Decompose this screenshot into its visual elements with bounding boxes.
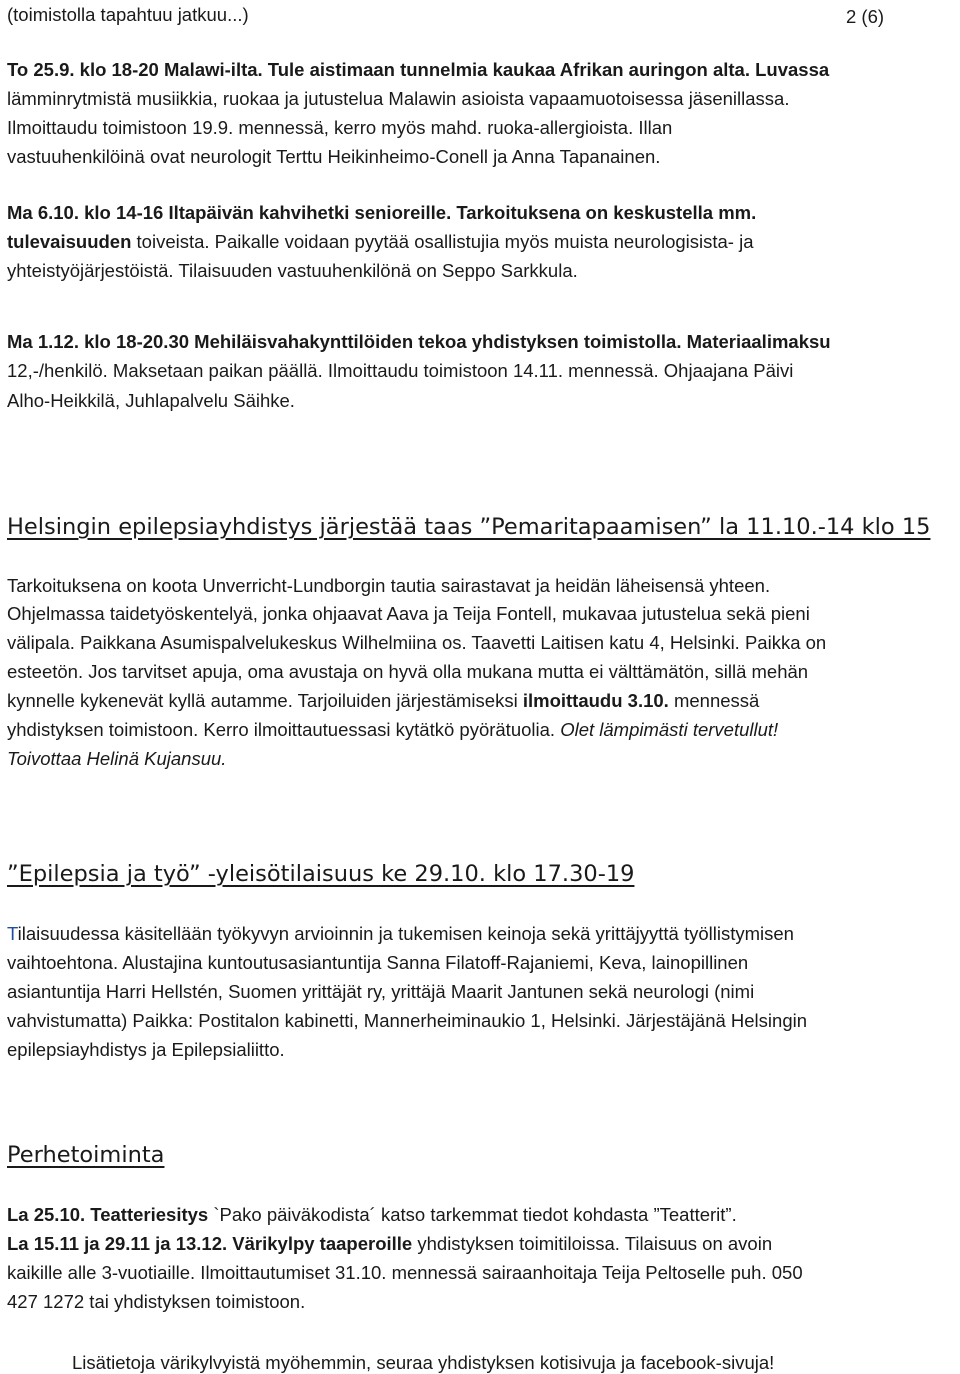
perhe-line-1-bold: La 25.10. Teatteriesitys xyxy=(7,1204,209,1225)
perhe-line-2-bold: La 15.11 ja 29.11 ja 13.12. Värikylpy taaperoille xyxy=(7,1233,413,1254)
perhe-line-1 xyxy=(7,1206,737,1225)
kahvi-bold-word: tulevaisuuden xyxy=(7,231,132,252)
kahvi-line-2 xyxy=(7,233,754,252)
perhe-line-4: 427 1272 tai yhdistyksen toimistoon. xyxy=(7,1291,306,1312)
pemari-heading: Helsingin epilepsiayhdistys järjestää taas ”Pemaritapaamisen” la 11.10.-14 klo 15 xyxy=(7,514,931,540)
tyo-first-letter: T xyxy=(7,923,18,944)
malawi-line-2: lämminrytmistä musiikkia, ruokaa ja jutustelua Malawin asioista vapaamuotoisessa jäsenillassa. xyxy=(7,88,790,109)
pemari-line-5-a: kynnelle kykenevät kyllä autamme. Tarjoiluiden järjestämiseksi xyxy=(7,690,523,711)
pemari-line-4: esteetön. Jos tarvitset apuja, oma avustaja on hyvä olla mukana mutta ei välttämätön, sillä mehän xyxy=(7,661,809,682)
page-number: 2 (6) xyxy=(846,6,885,27)
kahvi-line-1: Ma 6.10. klo 14-16 Iltapäivän kahvihetki senioreille. Tarkoituksena on keskustella mm. xyxy=(7,202,757,223)
tyo-line-1 xyxy=(7,925,794,944)
malawi-line-4: vastuuhenkilöinä ovat neurologit Terttu Heikinheimo-Conell ja Anna Tapanainen. xyxy=(7,146,661,167)
footer-note: Lisätietoja värikylvyistä myöhemmin, seuraa yhdistyksen kotisivuja ja facebook-sivuja! xyxy=(72,1352,775,1373)
pemari-line-2: Ohjelmassa taidetyöskentelyä, jonka ohjaavat Aava ja Teija Fontell, mukavaa jutustelua sekä pieni xyxy=(7,603,810,624)
pemari-line-5 xyxy=(7,692,759,711)
kahvi-line-2-text: toiveista. Paikalle voidaan pyytää osallistujia myös muista neurologisista- ja xyxy=(131,231,754,252)
pemari-line-3: välipala. Paikkana Asumispalvelukeskus Wilhelmiina os. Taavetti Laitisen katu 4, Helsinki. Paikka on xyxy=(7,632,827,653)
tyo-line-3: asiantuntija Harri Hellstén, Suomen yrittäjät ry, yrittäjä Maarit Jantunen sekä neurologi (nimi xyxy=(7,981,755,1002)
tyo-heading: ”Epilepsia ja työ” -yleisötilaisuus ke 29.10. klo 17.30-19 xyxy=(7,861,635,887)
malawi-line-1: To 25.9. klo 18-20 Malawi-ilta. Tule aistimaan tunnelmia kaukaa Afrikan auringon alta. Luvassa xyxy=(7,59,830,80)
tyo-line-5: epilepsiayhdistys ja Epilepsialiitto. xyxy=(7,1039,285,1060)
kahvi-line-3: yhteistyöjärjestöistä. Tilaisuuden vastuuhenkilönä on Seppo Sarkkula. xyxy=(7,260,578,281)
tyo-line-1-text: ilaisuudessa käsitellään työkyvyn arvioinnin ja tukemisen keinoja sekä yrittäjyyttä työllistymisen xyxy=(17,923,794,944)
pemari-line-7: Toivottaa Helinä Kujansuu. xyxy=(7,748,227,769)
perhe-line-3: kaikille alle 3-vuotiaille. Ilmoittautumiset 31.10. mennessä sairaanhoitaja Teija Peltoselle puh. 050 xyxy=(7,1262,803,1283)
perhe-line-1-text: `Pako päiväkodista´ katso tarkemmat tiedot kohdasta ”Teatterit”. xyxy=(208,1204,737,1225)
kynttila-line-1: Ma 1.12. klo 18-20.30 Mehiläisvahakynttilöiden tekoa yhdistyksen toimistolla. Materiaalimaksu xyxy=(7,331,831,352)
perhe-heading: Perhetoiminta xyxy=(7,1142,165,1168)
continued-label: (toimistolla tapahtuu jatkuu...) xyxy=(7,4,249,25)
pemari-line-5-c: mennessä xyxy=(668,690,760,711)
perhe-line-2 xyxy=(7,1235,772,1254)
pemari-line-5-bold: ilmoittaudu 3.10. xyxy=(522,690,669,711)
tyo-line-2: vaihtoehtona. Alustajina kuntoutusasiantuntija Sanna Filatoff-Rajaniemi, Keva, lainopillinen xyxy=(7,952,749,973)
kynttila-line-3: Alho-Heikkilä, Juhlapalvelu Säihke. xyxy=(7,390,295,411)
pemari-line-1: Tarkoituksena on koota Unverricht-Lundborgin tautia sairastavat ja heidän läheisensä yhteen. xyxy=(7,575,771,596)
pemari-line-6 xyxy=(7,721,778,740)
kynttila-line-2: 12,-/henkilö. Maksetaan paikan päällä. Ilmoittaudu toimistoon 14.11. mennessä. Ohjaajana Päivi xyxy=(7,360,794,381)
tyo-line-4: vahvistumatta) Paikka: Postitalon kabinetti, Mannerheiminaukio 1, Helsinki. Järjestäjänä Helsingin xyxy=(7,1010,808,1031)
perhe-line-2-text: yhdistyksen toimitiloissa. Tilaisuus on avoin xyxy=(412,1233,773,1254)
pemari-line-6-italic: Olet lämpimästi tervetullut! xyxy=(560,719,779,740)
malawi-line-3: Ilmoittaudu toimistoon 19.9. mennessä, kerro myös mahd. ruoka-allergioista. Illan xyxy=(7,117,673,138)
pemari-line-6-a: yhdistyksen toimistoon. Kerro ilmoittautuessasi kytätkö pyörätuolia. xyxy=(7,719,561,740)
